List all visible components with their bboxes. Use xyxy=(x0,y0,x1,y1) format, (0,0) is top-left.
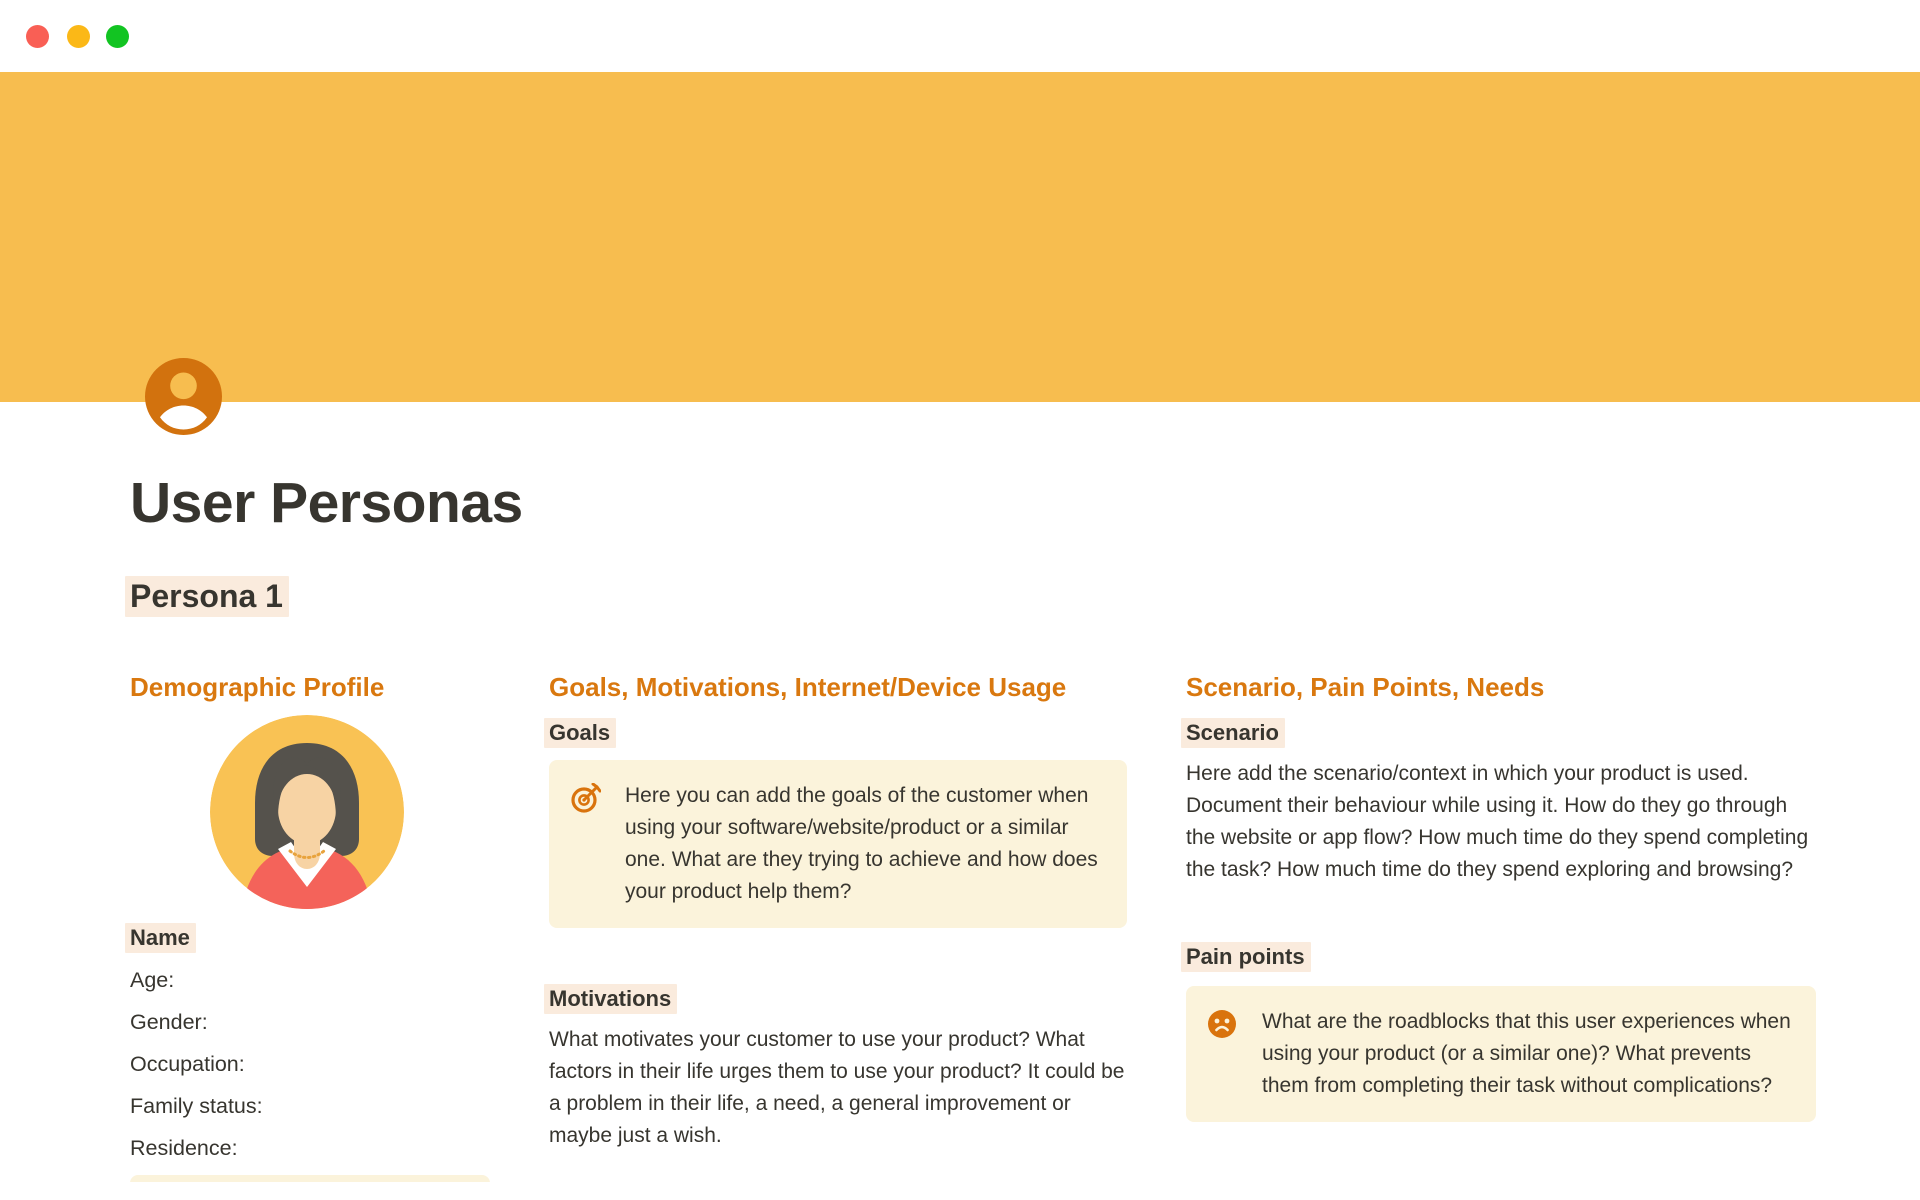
page-title[interactable]: User Personas xyxy=(130,471,523,535)
persona-section-heading-text: Persona 1 xyxy=(125,576,289,617)
column-demographic-profile xyxy=(130,672,490,1182)
persona-photo[interactable] xyxy=(210,715,404,909)
gender-field[interactable]: Gender: xyxy=(130,1010,208,1034)
frowning-face-icon xyxy=(1208,1010,1236,1038)
family-status-field[interactable]: Family status: xyxy=(130,1094,263,1118)
scenario-pain-points-heading[interactable]: Scenario, Pain Points, Needs xyxy=(1186,672,1545,702)
page-content-area xyxy=(0,72,1920,1182)
goals-callout-text: Here you can add the goals of the customer when using your software/website/product or a similar one. What are they trying to achieve and how does your product help them? xyxy=(625,784,1098,903)
pain-points-callout-text: What are the roadblocks that this user experiences when using your product (or a similar one)? What prevents them from completing their task without complications? xyxy=(1262,1010,1791,1097)
goals-motivations-heading[interactable]: Goals, Motivations, Internet/Device Usage xyxy=(549,672,1067,702)
target-icon xyxy=(571,783,601,813)
pain-points-callout[interactable] xyxy=(1186,986,1816,1122)
pain-points-subheading-row[interactable] xyxy=(1186,942,1816,972)
column-goals-motivations xyxy=(549,672,1127,1152)
zoom-button[interactable] xyxy=(106,25,129,48)
minimize-button[interactable] xyxy=(67,25,90,48)
goals-callout[interactable] xyxy=(549,760,1127,928)
residence-field[interactable]: Residence: xyxy=(130,1136,238,1160)
page-cover[interactable] xyxy=(0,72,1920,402)
column-scenario-pain-points xyxy=(1186,672,1816,1122)
goals-subheading: Goals xyxy=(544,718,616,748)
persona-section-heading[interactable] xyxy=(130,576,289,616)
occupation-field[interactable]: Occupation: xyxy=(130,1052,245,1076)
motivations-subheading: Motivations xyxy=(544,984,677,1014)
close-button[interactable] xyxy=(26,25,49,48)
name-field-label: Name xyxy=(125,923,196,953)
motivations-paragraph[interactable]: What motivates your customer to use your product? What factors in their life urges them to use your product? It could be a problem in their life, a need, a general improvement or maybe just a wish. xyxy=(549,1028,1125,1147)
scenario-subheading-row[interactable] xyxy=(1186,718,1816,748)
scenario-paragraph[interactable]: Here add the scenario/context in which your product is used. Document their behaviour while using it. How do they go through the website or app flow? How much time do they spend completing the task? How much time do they spend exploring and browsing? xyxy=(1186,762,1809,881)
pain-points-subheading: Pain points xyxy=(1181,942,1311,972)
age-field[interactable]: Age: xyxy=(130,968,175,992)
person-circle-icon[interactable] xyxy=(145,358,222,435)
scenario-subheading: Scenario xyxy=(1181,718,1285,748)
name-field[interactable] xyxy=(130,923,490,953)
person-circle-icon-glyph xyxy=(145,358,222,435)
demographic-profile-heading[interactable]: Demographic Profile xyxy=(130,672,385,702)
motivations-subheading-row[interactable] xyxy=(549,984,1127,1014)
persona-columns xyxy=(130,672,1816,1182)
goals-subheading-row[interactable] xyxy=(549,718,1127,748)
cut-off-callout-block[interactable] xyxy=(130,1175,490,1182)
window-titlebar xyxy=(0,0,1920,72)
